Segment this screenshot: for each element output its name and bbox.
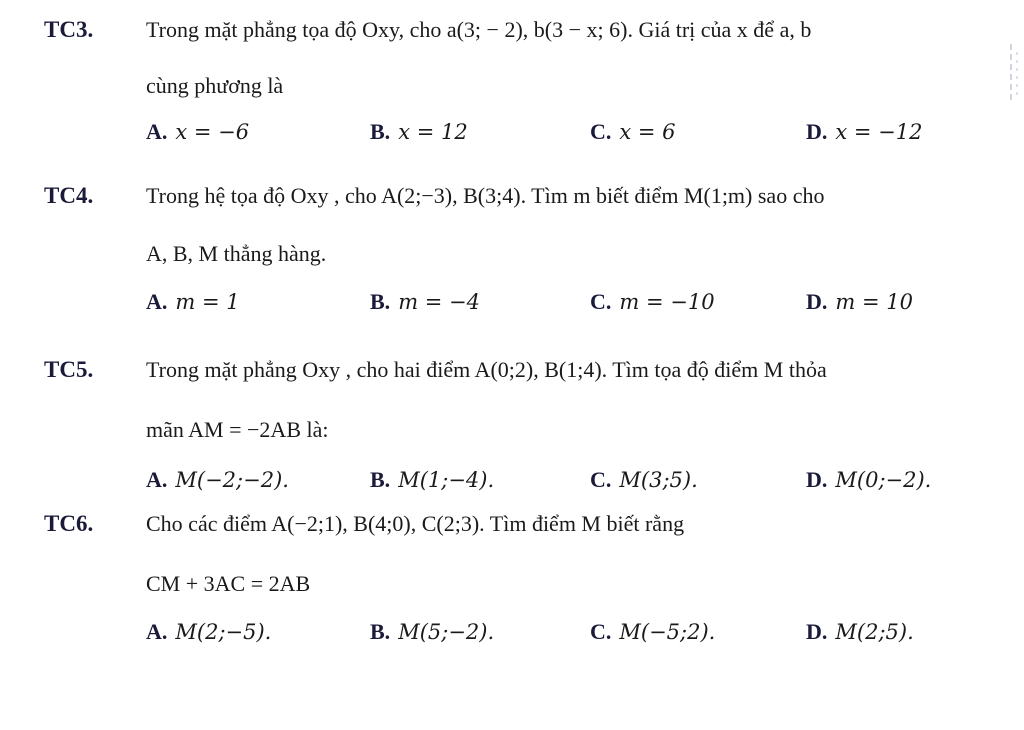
option-text: m = 10	[835, 290, 913, 314]
question-label: TC5.	[44, 357, 94, 382]
option-text: M(1;−4).	[398, 468, 495, 492]
option-d	[806, 618, 914, 646]
question-stem-line2: CM + 3AC = 2AB	[146, 571, 311, 596]
option-letter: B.	[370, 119, 391, 144]
question-stem-line1: Trong mặt phẳng tọa độ Oxy, cho a(3; − 2), b(3 − x; 6). Giá trị của x để a, b	[146, 17, 812, 42]
option-text: m = −10	[619, 290, 715, 314]
option-letter: B.	[370, 289, 391, 314]
question-stem-line1: Trong hệ tọa độ Oxy , cho A(2;−3), B(3;4). Tìm m biết điểm M(1;m) sao cho	[146, 183, 825, 208]
option-text: M(2;−5).	[175, 620, 272, 644]
option-c	[590, 466, 698, 494]
option-text: x = 6	[619, 120, 676, 144]
option-text: M(0;−2).	[835, 468, 932, 492]
option-letter: C.	[590, 119, 612, 144]
option-text: M(−5;2).	[619, 620, 716, 644]
option-letter: A.	[146, 467, 168, 492]
page-edge-mark-icon	[1008, 44, 1022, 104]
option-letter: D.	[806, 119, 828, 144]
option-letter: C.	[590, 619, 612, 644]
option-d	[806, 466, 931, 494]
option-letter: D.	[806, 289, 828, 314]
option-text: x = −12	[835, 120, 923, 144]
option-a	[146, 118, 249, 146]
option-letter: D.	[806, 619, 828, 644]
option-text: x = −6	[175, 120, 250, 144]
option-c	[590, 618, 715, 646]
option-letter: B.	[370, 467, 391, 492]
option-a	[146, 466, 289, 494]
question-stem-line2: A, B, M thẳng hàng.	[146, 241, 327, 266]
option-text: M(3;5).	[619, 468, 698, 492]
question-stem-line2: cùng phương là	[146, 73, 284, 98]
option-b	[370, 118, 468, 146]
option-text: M(2;5).	[835, 620, 914, 644]
option-letter: D.	[806, 467, 828, 492]
question-label: TC6.	[44, 511, 94, 536]
option-text: x = 12	[398, 120, 468, 144]
option-c	[590, 288, 715, 316]
option-letter: A.	[146, 289, 168, 314]
question-label: TC4.	[44, 183, 94, 208]
option-b	[370, 288, 480, 316]
question-label: TC3.	[44, 17, 94, 42]
question-stem-line1: Trong mặt phẳng Oxy , cho hai điểm A(0;2), B(1;4). Tìm tọa độ điểm M thỏa	[146, 357, 827, 382]
option-d	[806, 118, 923, 146]
option-text: m = 1	[175, 290, 240, 314]
option-a	[146, 618, 271, 646]
option-letter: A.	[146, 619, 168, 644]
option-b	[370, 466, 494, 494]
option-text: M(−2;−2).	[175, 468, 289, 492]
option-text: m = −4	[398, 290, 481, 314]
question-stem-line1: Cho các điểm A(−2;1), B(4;0), C(2;3). Tìm điểm M biết rằng	[146, 511, 685, 536]
option-letter: A.	[146, 119, 168, 144]
option-text: M(5;−2).	[398, 620, 495, 644]
option-d	[806, 288, 913, 316]
option-letter: B.	[370, 619, 391, 644]
option-b	[370, 618, 494, 646]
option-letter: C.	[590, 467, 612, 492]
option-letter: C.	[590, 289, 612, 314]
option-a	[146, 288, 240, 316]
option-c	[590, 118, 676, 146]
question-stem-line2: mãn AM = −2AB là:	[146, 417, 329, 442]
